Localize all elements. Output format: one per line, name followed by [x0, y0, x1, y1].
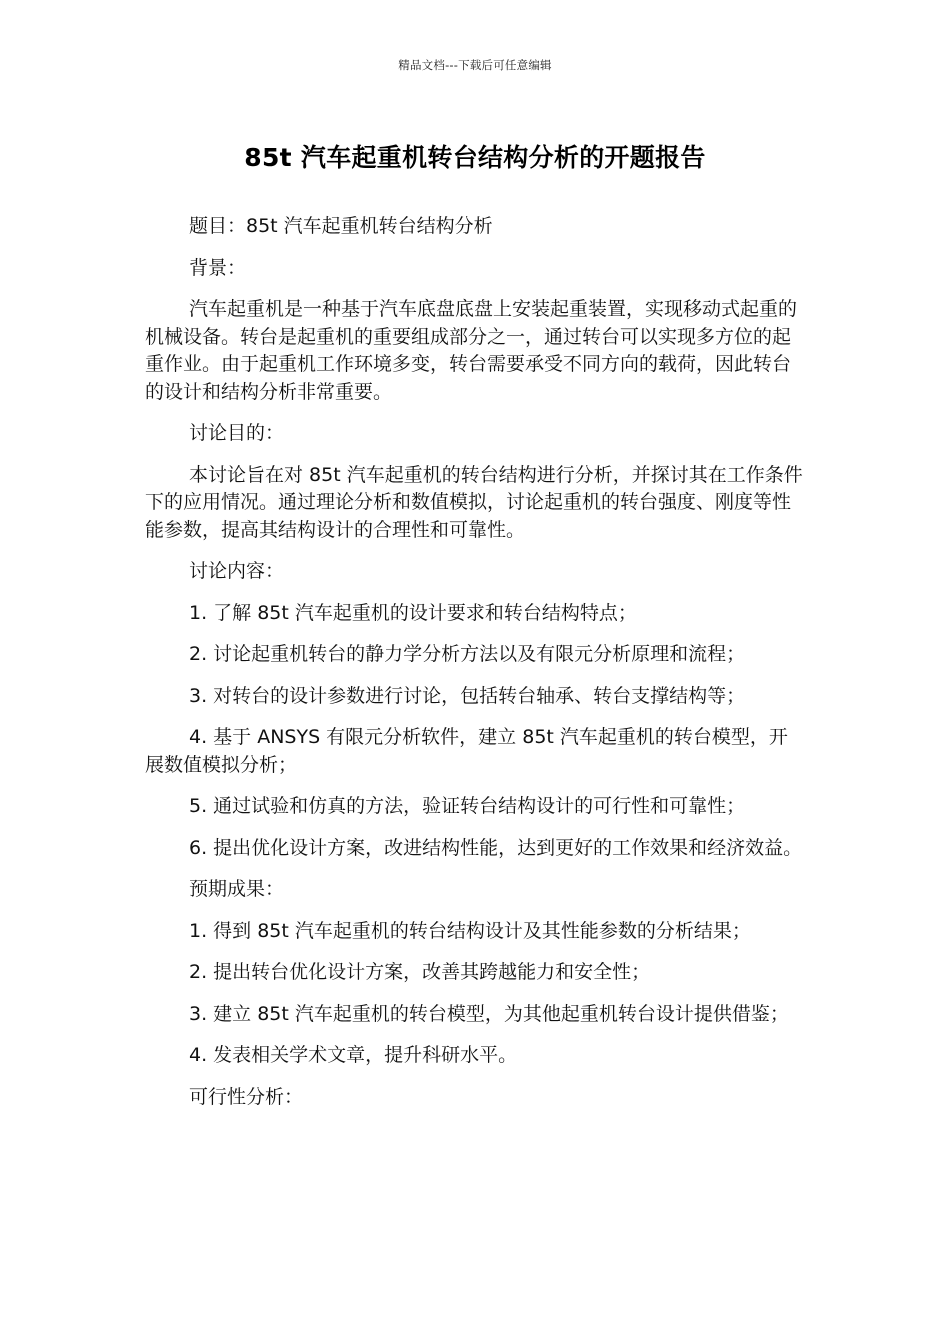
heading-background: 背景：: [189, 256, 247, 279]
content-item-1: 1. 了解 85t 汽车起重机的设计要求和转台结构特点；: [189, 601, 637, 624]
result-item-2: 2. 提出转台优化设计方案，改善其跨越能力和安全性；: [189, 961, 651, 983]
content-item-5: 5. 通过试验和仿真的方法，验证转台结构设计的可行性和可靠性；: [189, 795, 746, 817]
page-header: 精品文档---下载后可任意编辑: [398, 58, 552, 72]
heading-expected-results: 预期成果：: [189, 878, 285, 900]
result-item-1: 1. 得到 85t 汽车起重机的转台结构设计及其性能参数的分析结果；: [189, 919, 751, 942]
result-item-3: 3. 建立 85t 汽车起重机的转台模型，为其他起重机转台设计提供借鉴；: [189, 1002, 789, 1025]
heading-feasibility: 可行性分析：: [189, 1085, 304, 1108]
paragraph-purpose: 本讨论旨在对 85t 汽车起重机的转台结构进行分析，并探讨其在工作条件下的应用情况。通过理论分析和数值模拟，讨论起重机的转台强度、刚度等性能参数，提高其结构设计的合理性和可靠性。: [145, 463, 803, 541]
heading-purpose: 讨论目的：: [189, 422, 285, 444]
content-item-6: 6. 提出优化设计方案，改进结构性能，达到更好的工作效果和经济效益。: [189, 836, 803, 859]
result-item-4: 4. 发表相关学术文章，提升科研水平。: [189, 1044, 518, 1066]
paragraph-topic: 题目：85t 汽车起重机转台结构分析: [189, 215, 493, 237]
content-item-4: 4. 基于 ANSYS 有限元分析软件，建立 85t 汽车起重机的转台模型，开展数值模拟分析；: [145, 726, 788, 776]
document-body: [145, 213, 805, 1125]
paragraph-background: 汽车起重机是一种基于汽车底盘底盘上安装起重装置，实现移动式起重的机械设备。转台是起重机的重要组成部分之一，通过转台可以实现多方位的起重作业。由于起重机工作环境多变，转台需要承受不同方向的载荷，因此转台的设计和结构分析非常重要。: [145, 298, 798, 403]
document-title: 85t 汽车起重机转台结构分析的开题报告: [244, 143, 706, 172]
content-item-2: 2. 讨论起重机转台的静力学分析方法以及有限元分析原理和流程；: [189, 643, 746, 665]
content-item-3: 3. 对转台的设计参数进行讨论，包括转台轴承、转台支撑结构等；: [189, 684, 746, 707]
heading-content: 讨论内容：: [189, 560, 285, 582]
